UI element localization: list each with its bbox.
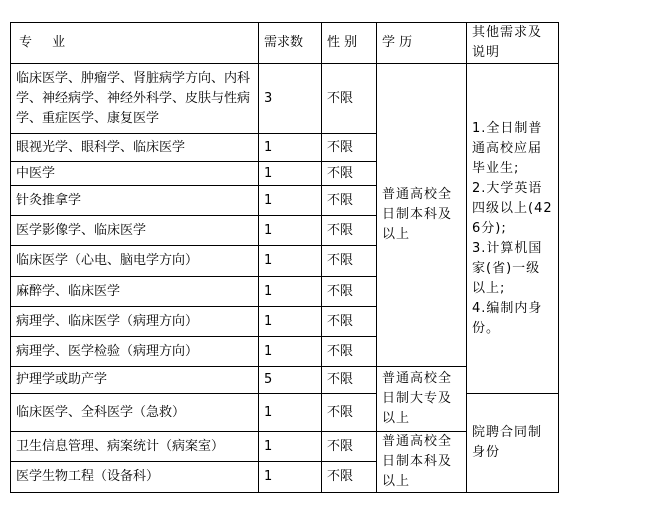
notes-cell-contract: 院聘合同制身份 (467, 394, 559, 493)
count-cell: 1 (259, 216, 322, 246)
major-cell: 中医学 (11, 162, 259, 186)
header-gender: 性 别 (322, 23, 377, 64)
header-count: 需求数 (259, 23, 322, 64)
notes-cell (467, 64, 559, 394)
major-cell: 卫生信息管理、病案统计（病案室） (11, 432, 259, 462)
table-row (11, 394, 559, 432)
note-item: 4.编制内身份。 (472, 300, 543, 336)
gender-cell: 不限 (322, 246, 377, 277)
table-row (11, 64, 559, 134)
gender-cell: 不限 (322, 277, 377, 307)
recruitment-table (10, 22, 559, 493)
header-major: 专 业 (11, 23, 259, 64)
gender-cell: 不限 (322, 216, 377, 246)
major-cell: 眼视光学、眼科学、临床医学 (11, 134, 259, 162)
education-cell: 普通高校全日制本科及以上 (377, 432, 467, 493)
gender-cell: 不限 (322, 367, 377, 394)
gender-cell: 不限 (322, 134, 377, 162)
count-cell: 1 (259, 432, 322, 462)
count-cell: 1 (259, 307, 322, 337)
major-cell: 临床医学（心电、脑电学方向） (11, 246, 259, 277)
count-cell: 1 (259, 186, 322, 216)
count-cell: 1 (259, 134, 322, 162)
gender-cell: 不限 (322, 162, 377, 186)
gender-cell: 不限 (322, 394, 377, 432)
education-cell: 普通高校全日制本科及以上 (377, 64, 467, 367)
gender-cell: 不限 (322, 432, 377, 462)
major-cell: 针灸推拿学 (11, 186, 259, 216)
gender-cell: 不限 (322, 337, 377, 367)
header-notes: 其他需求及说明 (467, 23, 559, 64)
gender-cell: 不限 (322, 64, 377, 134)
count-cell: 1 (259, 394, 322, 432)
education-cell: 普通高校全日制大专及以上 (377, 367, 467, 432)
major-cell: 麻醉学、临床医学 (11, 277, 259, 307)
gender-cell: 不限 (322, 186, 377, 216)
count-cell: 1 (259, 462, 322, 493)
count-cell: 1 (259, 246, 322, 277)
note-item: 3.计算机国家(省)一级以上; (472, 240, 543, 296)
note-item: 2.大学英语四级以上(426分); (472, 180, 553, 236)
count-cell: 1 (259, 337, 322, 367)
major-cell: 临床医学、全科医学（急救） (11, 394, 259, 432)
gender-cell: 不限 (322, 307, 377, 337)
major-cell: 医学影像学、临床医学 (11, 216, 259, 246)
header-education: 学 历 (377, 23, 467, 64)
gender-cell: 不限 (322, 462, 377, 493)
header-row (11, 23, 559, 64)
count-cell: 5 (259, 367, 322, 394)
major-cell: 临床医学、肿瘤学、肾脏病学方向、内科学、神经病学、神经外科学、皮肤与性病学、重症医学、康复医学 (11, 64, 259, 134)
count-cell: 3 (259, 64, 322, 134)
count-cell: 1 (259, 277, 322, 307)
count-cell: 1 (259, 162, 322, 186)
note-item: 1.全日制普通高校应届毕业生; (472, 120, 543, 176)
major-cell: 病理学、医学检验（病理方向） (11, 337, 259, 367)
major-cell: 病理学、临床医学（病理方向） (11, 307, 259, 337)
major-cell: 医学生物工程（设备科） (11, 462, 259, 493)
major-cell: 护理学或助产学 (11, 367, 259, 394)
